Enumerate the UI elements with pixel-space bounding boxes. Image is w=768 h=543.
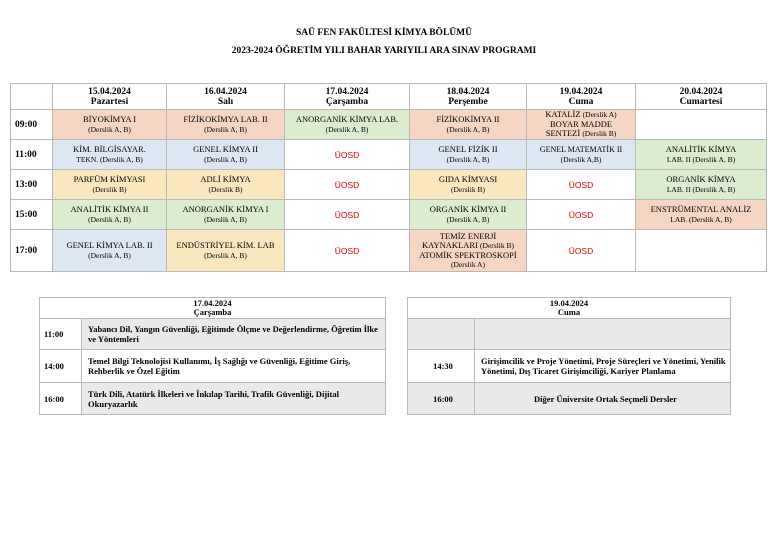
elective-time bbox=[408, 319, 475, 350]
empty-cell bbox=[636, 230, 767, 272]
uosd-cell: ÜOSD bbox=[285, 170, 410, 200]
exam-cell: BİYOKİMYA I (Derslik A, B) bbox=[53, 110, 167, 140]
exam-cell: GIDA KİMYASI (Derslik B) bbox=[410, 170, 527, 200]
time-label: 13:00 bbox=[11, 170, 53, 200]
elective-desc: Diğer Üniversite Ortak Seçmeli Dersler bbox=[475, 383, 731, 415]
day-header: 19.04.2024 Cuma bbox=[527, 84, 636, 110]
elective-table-wednesday bbox=[39, 297, 386, 415]
uosd-cell: ÜOSD bbox=[527, 170, 636, 200]
exam-cell: GENEL KİMYA II (Derslik A, B) bbox=[167, 140, 285, 170]
time-row bbox=[11, 140, 767, 170]
day-header: 15.04.2024 Pazartesi bbox=[53, 84, 167, 110]
time-row bbox=[11, 110, 767, 140]
exam-cell: ENDÜSTRİYEL KİM. LAB (Derslik A, B) bbox=[167, 230, 285, 272]
elective-desc: Türk Dili, Atatürk İlkeleri ve İnkılap Tarihi, Trafik Güvenliği, Dijital Okuryazarlık bbox=[82, 383, 386, 415]
elective-time: 14:30 bbox=[408, 350, 475, 383]
exam-cell: FİZİKOKİMYA LAB. II (Derslik A, B) bbox=[167, 110, 285, 140]
elective-row bbox=[40, 350, 386, 383]
elective-desc: Temel Bilgi Teknolojisi Kullanımı, İş Sağlığı ve Güvenliği, Eğitime Giriş, Rehberlik ve Özel Eğitim bbox=[82, 350, 386, 383]
elective-row bbox=[408, 319, 731, 350]
faculty-title: SAÜ FEN FAKÜLTESİ KİMYA BÖLÜMÜ bbox=[296, 28, 472, 38]
exam-cell: ADLİ KİMYA (Derslik B) bbox=[167, 170, 285, 200]
exam-schedule-table bbox=[10, 83, 767, 272]
time-label: 09:00 bbox=[11, 110, 53, 140]
elective-row bbox=[40, 383, 386, 415]
elective-desc: Yabancı Dil, Yangın Güvenliği, Eğitimde Ölçme ve Değerlendirme, Öğretim İlke ve Yöntemleri bbox=[82, 319, 386, 350]
day-header: 20.04.2024 Cumartesi bbox=[636, 84, 767, 110]
exam-cell: PARFÜM KİMYASI (Derslik B) bbox=[53, 170, 167, 200]
elective-row bbox=[408, 350, 731, 383]
uosd-cell: ÜOSD bbox=[527, 230, 636, 272]
elective-header: 19.04.2024 Cuma bbox=[408, 298, 731, 319]
uosd-cell: ÜOSD bbox=[285, 140, 410, 170]
day-header: 18.04.2024 Perşembe bbox=[410, 84, 527, 110]
empty-cell bbox=[636, 110, 767, 140]
corner-cell bbox=[11, 84, 53, 110]
exam-cell: ORGANİK KİMYA LAB. II (Derslik A, B) bbox=[636, 170, 767, 200]
elective-table-friday bbox=[407, 297, 731, 415]
exam-cell: ANALİTİK KİMYA II (Derslik A, B) bbox=[53, 200, 167, 230]
exam-cell: TEMİZ ENERJİ KAYNAKLARI (Derslik B) ATOMİK SPEKTROSKOPİ (Derslik A) bbox=[410, 230, 527, 272]
elective-desc: Girişimcilik ve Proje Yönetimi, Proje Süreçleri ve Yönetimi, Yenilik Yönetimi, Dış Ticaret Girişimciliği, Kariyer Planlama bbox=[475, 350, 731, 383]
elective-time: 16:00 bbox=[408, 383, 475, 415]
exam-cell: FİZİKOKİMYA II (Derslik A, B) bbox=[410, 110, 527, 140]
exam-cell: KATALİZ (Derslik A) BOYAR MADDE SENTEZİ (Derslik B) bbox=[527, 110, 636, 140]
exam-cell: GENEL KİMYA LAB. II (Derslik A, B) bbox=[53, 230, 167, 272]
day-header-row bbox=[11, 84, 767, 110]
elective-desc bbox=[475, 319, 731, 350]
exam-cell: ORGANİK KİMYA II (Derslik A, B) bbox=[410, 200, 527, 230]
uosd-cell: ÜOSD bbox=[285, 230, 410, 272]
elective-row bbox=[40, 319, 386, 350]
time-label: 17:00 bbox=[11, 230, 53, 272]
time-label: 11:00 bbox=[11, 140, 53, 170]
elective-time: 16:00 bbox=[40, 383, 82, 415]
uosd-cell: ÜOSD bbox=[527, 200, 636, 230]
exam-cell: GENEL MATEMATİK II (Derslik A,B) bbox=[527, 140, 636, 170]
exam-cell: ANALİTİK KİMYA LAB. II (Derslik A, B) bbox=[636, 140, 767, 170]
uosd-cell: ÜOSD bbox=[285, 200, 410, 230]
exam-cell: ENSTRÜMENTAL ANALİZ LAB. (Derslik A, B) bbox=[636, 200, 767, 230]
day-header: 16.04.2024 Salı bbox=[167, 84, 285, 110]
elective-row bbox=[408, 383, 731, 415]
day-header: 17.04.2024 Çarşamba bbox=[285, 84, 410, 110]
exam-cell: GENEL FİZİK II (Derslik A, B) bbox=[410, 140, 527, 170]
elective-time: 14:00 bbox=[40, 350, 82, 383]
time-row bbox=[11, 230, 767, 272]
program-title: 2023-2024 ÖĞRETİM YILI BAHAR YARIYILI ARA SINAV PROGRAMI bbox=[231, 46, 537, 56]
exam-cell: KİM. BİLGİSAYAR. TEKN. (Derslik A, B) bbox=[53, 140, 167, 170]
time-row bbox=[11, 170, 767, 200]
elective-header: 17.04.2024 Çarşamba bbox=[40, 298, 386, 319]
elective-time: 11:00 bbox=[40, 319, 82, 350]
time-label: 15:00 bbox=[11, 200, 53, 230]
exam-cell: ANORGANİK KİMYA I (Derslik A, B) bbox=[167, 200, 285, 230]
time-row bbox=[11, 200, 767, 230]
exam-cell: ANORGANİK KİMYA LAB. (Derslik A, B) bbox=[285, 110, 410, 140]
